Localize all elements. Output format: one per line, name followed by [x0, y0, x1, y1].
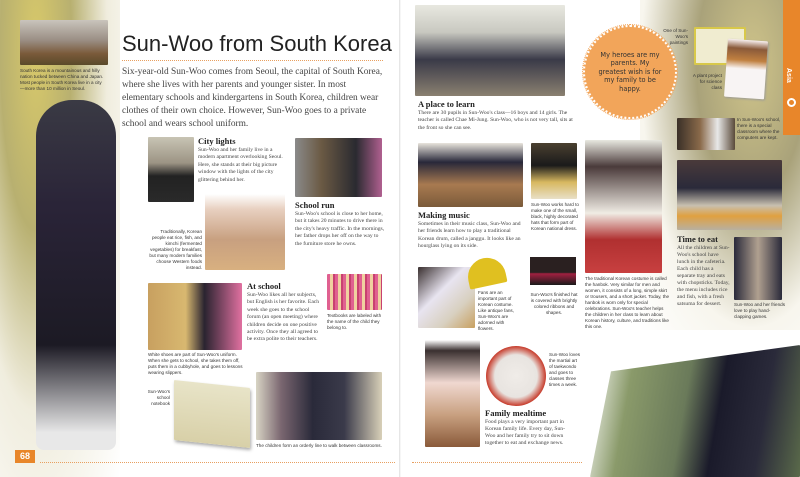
making-music-text: Sometimes in their music class, Sun-Woo and her friends learn how to play a traditional Korean drum, called a janggu. It looks like an hourglass lying on its side. — [418, 221, 521, 250]
hat-work-caption: Sun-Woo works hard to make one of the small, black, highly decorated hats that form part of Korean national dress. — [531, 202, 579, 231]
page-title: Sun-Woo from South Korea — [122, 31, 392, 56]
hand-clapping-photo — [734, 237, 782, 300]
quote-text: My heroes are my parents. My greatest wish is for my family to be happy. — [598, 50, 662, 93]
finished-hat-photo — [530, 257, 576, 285]
corridor-caption: The children form an orderly line to walk between classrooms. — [256, 443, 382, 448]
globe-icon — [787, 98, 796, 107]
hat-making-photo — [531, 143, 577, 199]
taekwondo-caption: Sun-Woo loves the martial art of taekwondo and goes to classes three times a week. — [549, 352, 581, 387]
at-school-text: Sun-Woo likes all her subjects, but English is her favorite. Each week she goes to the school forum (an open meeting) where children decide on one positive activity. Once they all agreed to be extra polite to their teachers. — [247, 292, 320, 343]
breakfast-photo — [205, 194, 285, 270]
city-lights-photo — [148, 137, 194, 202]
asia-tab-label: Asia — [785, 68, 792, 83]
place-to-learn-heading: A place to learn — [418, 99, 475, 109]
family-mealtime-photo — [425, 340, 480, 447]
drum-class-photo — [418, 143, 523, 207]
fan-painting-photo — [418, 267, 475, 328]
breakfast-caption: Traditionally, Korean people eat rice, fish, and kimchi (fermented vegetables) for breakfast, but many modern families choose Western foods instead. — [149, 229, 202, 270]
hat-caption: Sun-Woo's finished hat is covered with brightly colored ribbons and shapes. — [530, 292, 578, 315]
school-run-photo — [295, 138, 382, 197]
textbooks-caption: Textbooks are labeled with the name of the child they belong to. — [327, 313, 382, 330]
cubbyhole-photo — [148, 283, 242, 350]
at-school-heading: At school — [247, 281, 281, 291]
school-run-heading: School run — [295, 200, 335, 210]
family-mealtime-text: Food plays a very important part in Korean family life. Every day, Sun-Woo and her family try to sit down together to eat and exchange news. — [485, 419, 565, 446]
intro-text: Six-year-old Sun-Woo comes from Seoul, the capital of South Korea, where she lives with her parents and younger sister. In most elementary schools and kindergartens in South Korea, children wear clothes of their own choice. However, Sun-Woo goes to a private school and wears school uniform. — [122, 67, 383, 129]
time-to-eat-text: All the children at Sun-Woo's school have lunch in the cafeteria. Each child has a separate tray and eats with chopsticks. Today, the menu includes rice and fish, with a fresh satsuma for dessert. — [677, 245, 730, 307]
gold-fan-photo — [465, 254, 508, 289]
taekwondo-photo — [486, 346, 546, 406]
seoul-skyline-photo — [20, 20, 108, 65]
notebook-caption: Sun-Woo's school notebook — [147, 389, 170, 406]
handclap-caption: Sun-Woo and her friends love to play hand-clapping games. — [734, 302, 785, 319]
seoul-caption: South Korea is a mountainous and hilly nation tucked between China and Japan. Most people in South Korea live in a city—more than 10 million in Seoul. — [20, 68, 104, 91]
computer-room-photo — [677, 118, 735, 150]
paintings-caption: One of Sun-Woo's paintings — [663, 28, 688, 45]
plant-project-photo — [724, 39, 768, 100]
classroom-photo — [415, 5, 565, 96]
time-to-eat-heading: Time to eat — [677, 234, 718, 244]
hanbok-caption: The traditional Korean costume is called the hanbok. Very similar for men and women, it consists of a long, simple skirt or trousers, and a short jacket. Today, the hanbok is worn only for special celebrations. Sun-Woo's teacher helps the children in her class to learn about Korean history, culture, and traditions like this one. — [585, 276, 670, 329]
running-children-photo — [590, 345, 800, 477]
city-lights-heading: City lights — [198, 136, 236, 146]
textbooks-photo — [327, 274, 382, 310]
school-run-text: Sun-Woo's school is close to her home, but it takes 20 minutes to drive there in the city's heavy traffic. In the mornings, her father drops her off on the way to the furniture store he owns. — [295, 211, 385, 247]
corridor-line-photo — [256, 372, 382, 440]
bottom-divider-left — [40, 462, 395, 463]
shoes-caption: White shoes are part of Sun-Woo's uniform. When she gets to school, she takes them off, puts them in a cubbyhole, and goes to lessons wearing slippers. — [148, 352, 243, 375]
school-notebook-photo — [174, 380, 250, 448]
bottom-divider-right — [412, 462, 582, 463]
lunch-photo — [677, 160, 782, 230]
place-to-learn-text: There are 30 pupils in Sun-Woo's class—16 boys and 14 girls. The teacher is called Chae Mi-Jung. Sun-Woo, who is not very tall, sits at the front so she can see. — [418, 110, 573, 131]
family-mealtime-heading: Family mealtime — [485, 408, 547, 418]
making-music-heading: Making music — [418, 210, 470, 220]
plant-caption: A plant project for science class — [692, 73, 722, 90]
city-lights-text: Sun-Woo and her family live in a modern apartment overlooking Seoul. Here, she stands at their big picture window with the lights of the city glittering behind her. — [198, 147, 283, 183]
sun-woo-portrait-photo — [36, 100, 116, 450]
page-spine — [399, 0, 401, 477]
fans-caption: Fans are an important part of Korean costume. Like antique fans, Sun-Woo's are adorned with flowers. — [478, 290, 515, 331]
page-number: 68 — [15, 450, 35, 463]
asia-section-tab — [783, 0, 800, 135]
hanbok-photo — [585, 140, 662, 273]
title-divider — [122, 60, 383, 61]
computers-caption: In Sun-Woo's school, there is a special classroom where the computers are kept. — [737, 117, 781, 140]
